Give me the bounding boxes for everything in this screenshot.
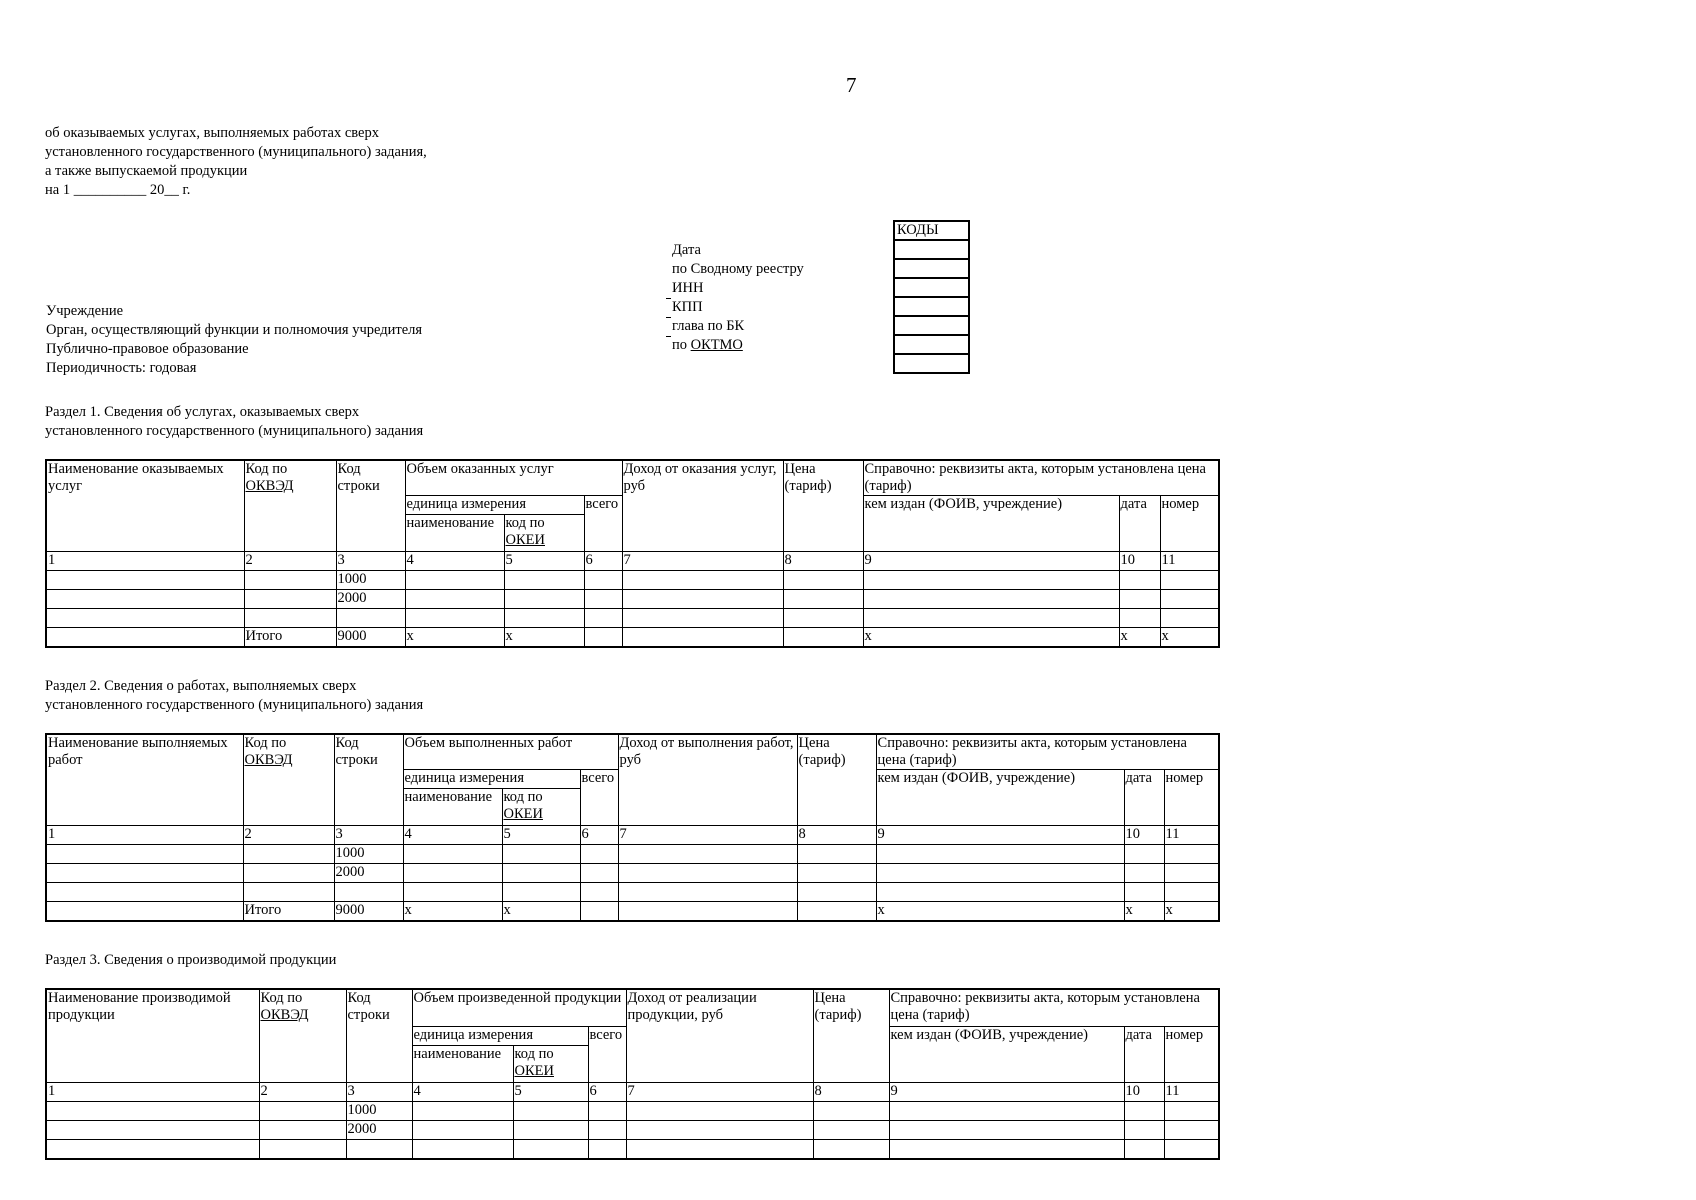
cell[interactable] — [580, 902, 618, 922]
header-okved-label: Код по — [245, 461, 288, 477]
header-reference: Справочно: реквизиты акта, которым установлена цена (тариф) — [889, 989, 1219, 1027]
org-label-public-entity: Публично-правовое образование — [46, 341, 249, 357]
header-total: всего — [588, 1027, 626, 1083]
cell[interactable] — [46, 883, 243, 902]
table-row — [46, 590, 1219, 609]
header-unit-name: наименование — [412, 1046, 513, 1083]
header-service-name: Наименование оказываемых услуг — [46, 460, 244, 552]
cell[interactable] — [46, 864, 243, 883]
column-numbers-row — [46, 1083, 1219, 1102]
cell[interactable] — [504, 590, 584, 609]
cell[interactable] — [626, 1140, 813, 1160]
cell[interactable] — [513, 1121, 588, 1140]
cell[interactable] — [1124, 864, 1164, 883]
header-reference: Справочно: реквизиты акта, которым установлена цена (тариф) — [876, 734, 1219, 770]
code-label-bk: глава по БК — [672, 318, 745, 334]
header-issuer: кем издан (ФОИВ, учреждение) — [876, 770, 1124, 826]
section2-title — [45, 677, 423, 715]
cell[interactable] — [580, 845, 618, 864]
cell[interactable] — [622, 590, 783, 609]
cell[interactable] — [863, 609, 1119, 628]
cell[interactable] — [412, 1140, 513, 1160]
cell[interactable] — [46, 1121, 259, 1140]
x-mark: x — [1119, 628, 1160, 648]
header-okei-code: ОКЕИ — [503, 806, 543, 822]
header-okved — [243, 734, 334, 826]
header-okei — [504, 515, 584, 552]
row-code: 2000 — [334, 864, 403, 883]
header-income: Доход от выполнения работ, руб — [618, 734, 797, 826]
header-volume: Объем выполненных работ — [403, 734, 618, 770]
cell[interactable] — [876, 883, 1124, 902]
section2-table — [45, 733, 1220, 922]
cell[interactable] — [889, 1102, 1124, 1121]
cell[interactable] — [1160, 571, 1219, 590]
cell[interactable] — [1164, 845, 1219, 864]
header-row-code: Код строки — [346, 989, 412, 1083]
col-num: 10 — [1119, 552, 1160, 571]
cell[interactable] — [622, 628, 783, 648]
col-num: 7 — [626, 1083, 813, 1102]
header-volume: Объем оказанных услуг — [405, 460, 622, 496]
header-price: Цена (тариф) — [813, 989, 889, 1083]
header-total: всего — [580, 770, 618, 826]
header-date: дата — [1124, 1027, 1164, 1083]
cell[interactable] — [405, 571, 504, 590]
title-line: а также выпускаемой продукции — [45, 163, 248, 179]
cell[interactable] — [243, 845, 334, 864]
col-num: 3 — [334, 826, 403, 845]
col-num: 10 — [1124, 826, 1164, 845]
col-num: 5 — [513, 1083, 588, 1102]
col-num: 9 — [863, 552, 1119, 571]
cell[interactable] — [502, 845, 580, 864]
section2-title-line: Раздел 2. Сведения о работах, выполняемых сверх — [45, 678, 357, 694]
cell — [783, 628, 863, 648]
header-number: номер — [1160, 496, 1219, 552]
section3-title-line: Раздел 3. Сведения о производимой продукции — [45, 952, 337, 968]
cell[interactable] — [588, 1140, 626, 1160]
cell[interactable] — [797, 864, 876, 883]
header-okved-code: ОКВЭД — [260, 1007, 309, 1023]
x-mark: x — [1160, 628, 1219, 648]
cell[interactable] — [813, 1102, 889, 1121]
cell — [46, 902, 243, 922]
cell[interactable] — [889, 1140, 1124, 1160]
x-mark: x — [1164, 902, 1219, 922]
row-code: 2000 — [336, 590, 405, 609]
header-number: номер — [1164, 770, 1219, 826]
cell[interactable] — [504, 609, 584, 628]
x-mark: x — [405, 628, 504, 648]
cell[interactable] — [813, 1140, 889, 1160]
x-mark: x — [1124, 902, 1164, 922]
code-cell-bk[interactable] — [894, 316, 969, 335]
cell[interactable] — [259, 1140, 346, 1160]
cell[interactable] — [1164, 1140, 1219, 1160]
total-label: Итого — [243, 902, 334, 922]
cell[interactable] — [1164, 864, 1219, 883]
cell[interactable] — [46, 845, 243, 864]
cell[interactable] — [513, 1102, 588, 1121]
col-num: 2 — [243, 826, 334, 845]
cell[interactable] — [626, 1102, 813, 1121]
code-cell-kpp[interactable] — [894, 297, 969, 316]
section3-table — [45, 988, 1220, 1160]
total-label: Итого — [244, 628, 336, 648]
table-row — [46, 845, 1219, 864]
title-line: об оказываемых услугах, выполняемых работах сверх — [45, 125, 379, 141]
header-unit: единица измерения — [405, 496, 584, 515]
code-cell-empty[interactable] — [894, 354, 969, 373]
header-unit-name: наименование — [403, 789, 502, 826]
cell[interactable] — [259, 1121, 346, 1140]
section1-title — [45, 403, 423, 441]
header-row-code: Код строки — [336, 460, 405, 552]
cell[interactable] — [783, 590, 863, 609]
cell[interactable] — [876, 845, 1124, 864]
header-okei — [502, 789, 580, 826]
code-cell-inn[interactable] — [894, 278, 969, 297]
col-num: 4 — [403, 826, 502, 845]
cell[interactable] — [243, 883, 334, 902]
cell[interactable] — [1164, 883, 1219, 902]
cell[interactable] — [863, 571, 1119, 590]
table-row — [46, 1121, 1219, 1140]
col-num: 9 — [876, 826, 1124, 845]
cell[interactable] — [46, 609, 244, 628]
total-code: 9000 — [336, 628, 405, 648]
col-num: 1 — [46, 826, 243, 845]
cell[interactable] — [1124, 1140, 1164, 1160]
cell[interactable] — [584, 571, 622, 590]
header-unit: единица измерения — [403, 770, 580, 789]
cell — [46, 628, 244, 648]
cell[interactable] — [1160, 609, 1219, 628]
cell[interactable] — [243, 864, 334, 883]
cell[interactable] — [618, 845, 797, 864]
column-numbers-row — [46, 826, 1219, 845]
cell[interactable] — [622, 609, 783, 628]
code-label-date: Дата — [672, 242, 701, 258]
code-label-oktmo-row — [672, 336, 804, 355]
code-label-oktmo: ОКТМО — [690, 337, 743, 353]
col-num: 2 — [244, 552, 336, 571]
header-work-name: Наименование выполняемых работ — [46, 734, 243, 826]
x-mark: x — [502, 902, 580, 922]
header-date: дата — [1119, 496, 1160, 552]
header-okei-label: код по — [505, 515, 545, 531]
code-cell-registry[interactable] — [894, 259, 969, 278]
cell[interactable] — [588, 1102, 626, 1121]
cell[interactable] — [1164, 1102, 1219, 1121]
cell[interactable] — [1119, 571, 1160, 590]
col-num: 8 — [813, 1083, 889, 1102]
header-unit: единица измерения — [412, 1027, 588, 1046]
col-num: 2 — [259, 1083, 346, 1102]
cell[interactable] — [863, 590, 1119, 609]
code-label-inn: ИНН — [672, 280, 704, 296]
cell[interactable] — [797, 883, 876, 902]
header-volume: Объем произведенной продукции — [412, 989, 626, 1027]
col-num: 7 — [618, 826, 797, 845]
table-row — [46, 864, 1219, 883]
row-code: 1000 — [336, 571, 405, 590]
table-row — [46, 883, 1219, 902]
total-row — [46, 902, 1219, 922]
header-income: Доход от оказания услуг, руб — [622, 460, 783, 552]
header-issuer: кем издан (ФОИВ, учреждение) — [863, 496, 1119, 552]
col-num: 8 — [783, 552, 863, 571]
org-label-founder: Орган, осуществляющий функции и полномочия учредителя — [46, 322, 423, 338]
table-row — [46, 609, 1219, 628]
header-okei — [513, 1046, 588, 1083]
cell[interactable] — [580, 883, 618, 902]
cell[interactable] — [618, 902, 797, 922]
org-label-institution: Учреждение — [46, 303, 124, 319]
cell[interactable] — [244, 571, 336, 590]
cell[interactable] — [584, 590, 622, 609]
table-row — [46, 571, 1219, 590]
total-row — [46, 628, 1219, 648]
cell[interactable] — [403, 883, 502, 902]
header-issuer: кем издан (ФОИВ, учреждение) — [889, 1027, 1124, 1083]
header-price: Цена (тариф) — [783, 460, 863, 552]
cell[interactable] — [783, 571, 863, 590]
cell[interactable] — [580, 864, 618, 883]
x-mark: x — [403, 902, 502, 922]
cell[interactable] — [46, 1140, 259, 1160]
col-num: 4 — [405, 552, 504, 571]
cell[interactable] — [876, 864, 1124, 883]
header-okei-label: код по — [503, 789, 543, 805]
code-cell-oktmo[interactable] — [894, 335, 969, 354]
cell[interactable] — [1124, 1121, 1164, 1140]
cell[interactable] — [813, 1121, 889, 1140]
cell[interactable] — [403, 845, 502, 864]
cell[interactable] — [513, 1140, 588, 1160]
table-row — [46, 1102, 1219, 1121]
col-num: 3 — [346, 1083, 412, 1102]
cell[interactable] — [618, 864, 797, 883]
row-code: 1000 — [346, 1102, 412, 1121]
header-number: номер — [1164, 1027, 1219, 1083]
x-mark: x — [504, 628, 584, 648]
section1-title-line: установленного государственного (муниципального) задания — [45, 423, 424, 439]
cell[interactable] — [889, 1121, 1124, 1140]
header-price: Цена (тариф) — [797, 734, 876, 826]
title-line: на 1 __________ 20__ г. — [45, 182, 191, 198]
code-label-registry: по Сводному реестру — [672, 261, 804, 277]
cell[interactable] — [502, 883, 580, 902]
cell[interactable] — [1119, 590, 1160, 609]
x-mark: x — [876, 902, 1124, 922]
page-number: 7 — [846, 73, 857, 97]
code-label-kpp: КПП — [672, 299, 703, 315]
header-income: Доход от реализации продукции, руб — [626, 989, 813, 1083]
cell[interactable] — [403, 864, 502, 883]
cell[interactable] — [1124, 1102, 1164, 1121]
header-unit-name: наименование — [405, 515, 504, 552]
cell[interactable] — [626, 1121, 813, 1140]
header-date: дата — [1124, 770, 1164, 826]
col-num: 8 — [797, 826, 876, 845]
row-code — [334, 883, 403, 902]
cell[interactable] — [259, 1102, 346, 1121]
section1-table — [45, 459, 1220, 648]
col-num: 7 — [622, 552, 783, 571]
col-num: 11 — [1164, 1083, 1219, 1102]
header-okved-label: Код по — [260, 990, 303, 1006]
header-okei-code: ОКЕИ — [514, 1063, 554, 1079]
section2-title-line: установленного государственного (муниципального) задания — [45, 697, 424, 713]
code-label-kpp-row — [672, 298, 804, 317]
codes-header: КОДЫ — [894, 221, 969, 240]
header-okved — [259, 989, 346, 1083]
row-code: 2000 — [346, 1121, 412, 1140]
cell[interactable] — [502, 864, 580, 883]
col-num: 6 — [588, 1083, 626, 1102]
cell[interactable] — [622, 571, 783, 590]
cell — [797, 902, 876, 922]
org-labels — [46, 302, 422, 378]
header-okei-label: код по — [514, 1046, 554, 1062]
codes-table — [893, 220, 970, 374]
cell[interactable] — [1119, 609, 1160, 628]
cell[interactable] — [1164, 1121, 1219, 1140]
cell[interactable] — [244, 590, 336, 609]
section3-title — [45, 951, 336, 970]
header-okei-code: ОКЕИ — [505, 532, 545, 548]
column-numbers-row — [46, 552, 1219, 571]
org-label-periodicity: Периодичность: годовая — [46, 360, 197, 376]
section1-title-line: Раздел 1. Сведения об услугах, оказываемых сверх — [45, 404, 360, 420]
cell[interactable] — [783, 609, 863, 628]
col-num: 9 — [889, 1083, 1124, 1102]
table-row — [46, 1140, 1219, 1160]
x-mark: x — [863, 628, 1119, 648]
col-num: 6 — [580, 826, 618, 845]
cell[interactable] — [588, 1121, 626, 1140]
code-label-po: по — [672, 337, 688, 353]
cell[interactable] — [46, 1102, 259, 1121]
cell[interactable] — [618, 883, 797, 902]
col-num: 4 — [412, 1083, 513, 1102]
header-total: всего — [584, 496, 622, 552]
total-code: 9000 — [334, 902, 403, 922]
cell[interactable] — [412, 1121, 513, 1140]
cell[interactable] — [405, 590, 504, 609]
title-line: установленного государственного (муниципального) задания, — [45, 144, 427, 160]
report-title — [45, 124, 427, 200]
row-code: 1000 — [334, 845, 403, 864]
cell[interactable] — [1160, 590, 1219, 609]
header-okved-code: ОКВЭД — [244, 752, 293, 768]
header-okved — [244, 460, 336, 552]
cell[interactable] — [46, 571, 244, 590]
cell[interactable] — [46, 590, 244, 609]
col-num: 11 — [1160, 552, 1219, 571]
header-reference: Справочно: реквизиты акта, которым установлена цена (тариф) — [863, 460, 1219, 496]
cell[interactable] — [412, 1102, 513, 1121]
col-num: 1 — [46, 552, 244, 571]
header-okved-code: ОКВЭД — [245, 478, 294, 494]
codes-labels — [672, 241, 804, 355]
cell[interactable] — [584, 628, 622, 648]
code-label-bk-row — [672, 317, 804, 336]
col-num: 6 — [584, 552, 622, 571]
code-cell-date[interactable] — [894, 240, 969, 259]
col-num: 5 — [504, 552, 584, 571]
header-product-name: Наименование производимой продукции — [46, 989, 259, 1083]
col-num: 3 — [336, 552, 405, 571]
col-num: 10 — [1124, 1083, 1164, 1102]
row-code — [346, 1140, 412, 1160]
cell[interactable] — [244, 609, 336, 628]
row-code — [336, 609, 405, 628]
cell[interactable] — [1124, 883, 1164, 902]
cell[interactable] — [405, 609, 504, 628]
cell[interactable] — [504, 571, 584, 590]
col-num: 11 — [1164, 826, 1219, 845]
header-okved-label: Код по — [244, 735, 287, 751]
cell[interactable] — [584, 609, 622, 628]
cell[interactable] — [797, 845, 876, 864]
cell[interactable] — [1124, 845, 1164, 864]
col-num: 5 — [502, 826, 580, 845]
header-row-code: Код строки — [334, 734, 403, 826]
col-num: 1 — [46, 1083, 259, 1102]
